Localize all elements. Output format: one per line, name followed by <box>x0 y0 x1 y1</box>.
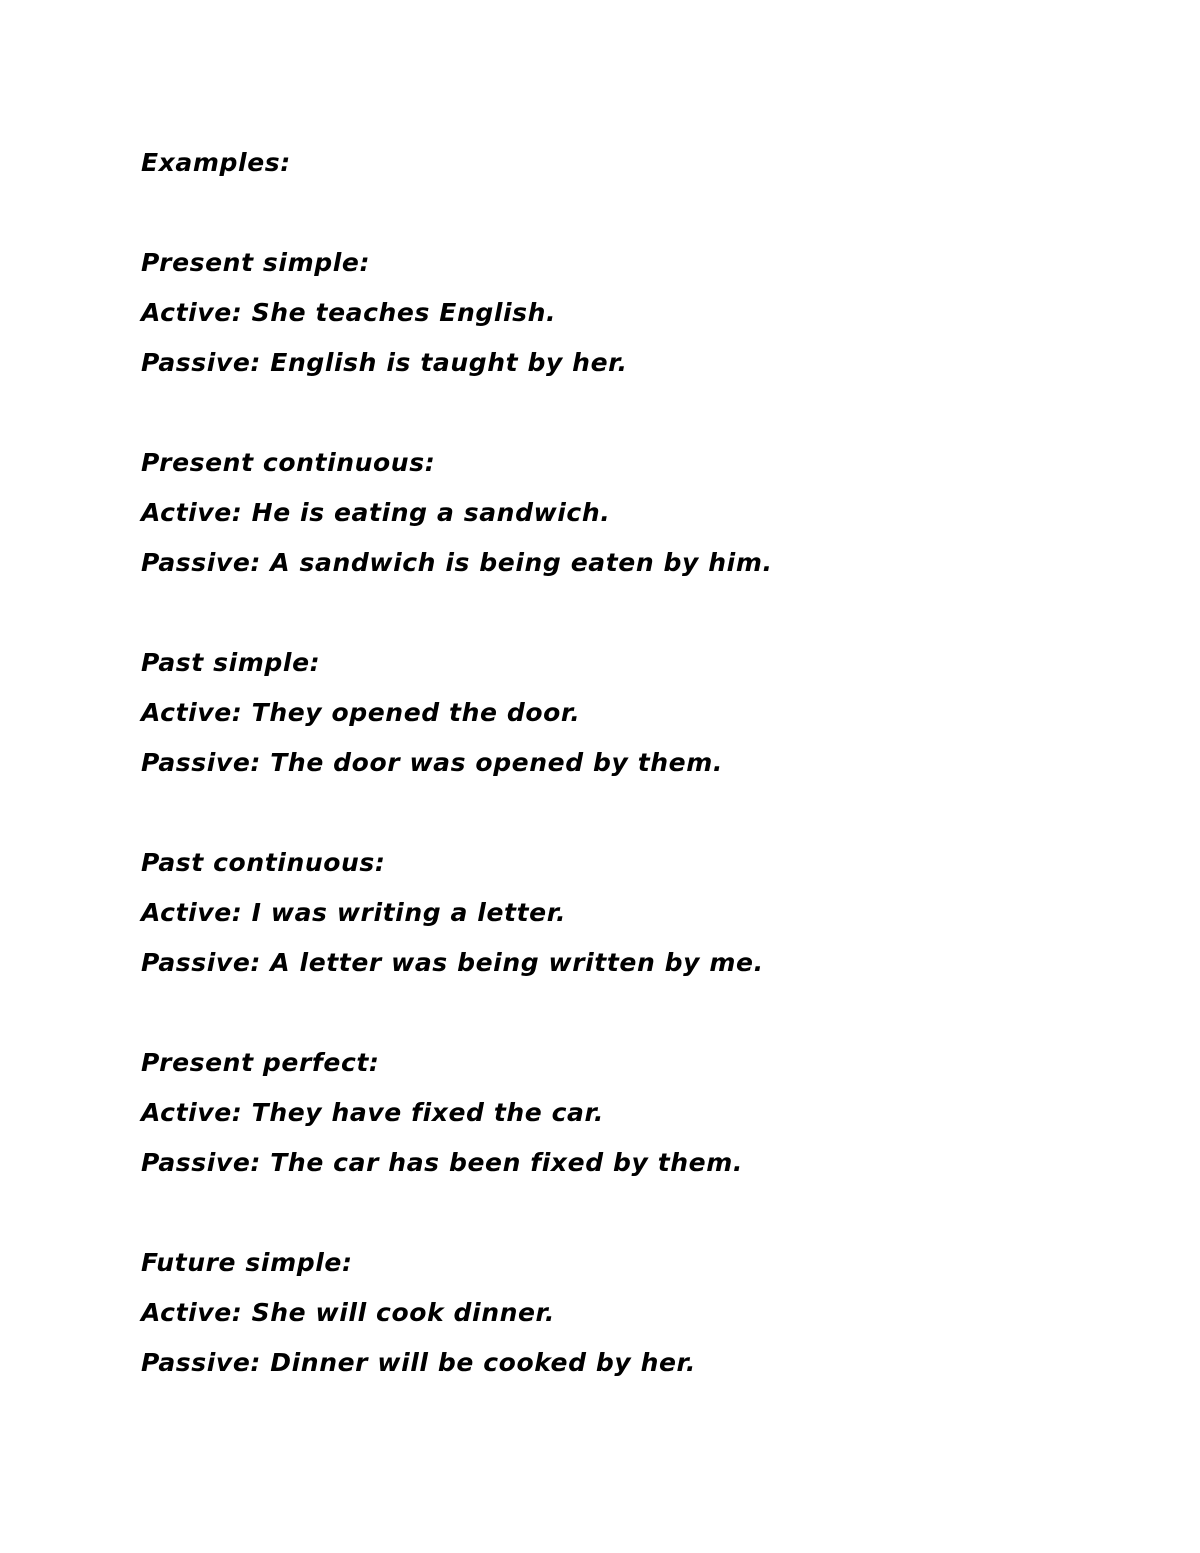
active-sentence: Active: They have fixed the car. <box>141 1098 604 1127</box>
passive-sentence: Passive: A letter was being written by me. <box>141 948 764 977</box>
section-present-perfect <box>141 1038 1141 1188</box>
section-heading: Present perfect: <box>141 1048 380 1077</box>
section-present-simple <box>141 238 1141 388</box>
section-heading: Past continuous: <box>141 848 386 877</box>
document-title: Examples: <box>141 148 291 177</box>
section-heading: Present continuous: <box>141 448 436 477</box>
section-present-continuous <box>141 438 1141 588</box>
section-future-simple <box>141 1238 1141 1388</box>
document-page <box>141 138 1141 1388</box>
section-past-continuous <box>141 838 1141 988</box>
passive-sentence: Passive: A sandwich is being eaten by him. <box>141 548 773 577</box>
section-heading: Future simple: <box>141 1248 353 1277</box>
active-sentence: Active: They opened the door. <box>141 698 581 727</box>
active-sentence: Active: She teaches English. <box>141 298 557 327</box>
passive-sentence: Passive: The door was opened by them. <box>141 748 723 777</box>
passive-sentence: Passive: English is taught by her. <box>141 348 628 377</box>
active-sentence: Active: I was writing a letter. <box>141 898 567 927</box>
active-sentence: Active: He is eating a sandwich. <box>141 498 611 527</box>
section-past-simple <box>141 638 1141 788</box>
passive-sentence: Passive: The car has been fixed by them. <box>141 1148 743 1177</box>
section-heading: Past simple: <box>141 648 321 677</box>
section-heading: Present simple: <box>141 248 371 277</box>
passive-sentence: Passive: Dinner will be cooked by her. <box>141 1348 697 1377</box>
active-sentence: Active: She will cook dinner. <box>141 1298 556 1327</box>
